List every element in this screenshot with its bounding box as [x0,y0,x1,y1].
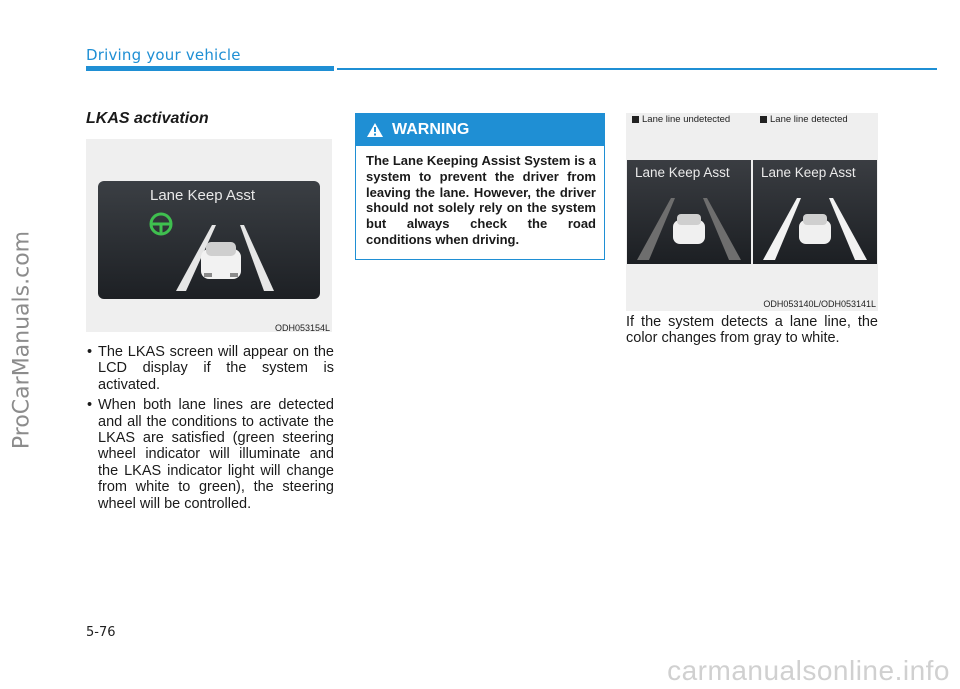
warning-title: WARNING [392,121,470,138]
caption-detected: Lane line detected [760,114,848,125]
figure-code: ODH053140L/ODH053141L [763,299,876,309]
figure-code: ODH053154L [274,323,330,333]
detection-paragraph: If the system detects a lane line, the color changes from gray to white. [626,314,878,347]
lkas-illustration [98,181,320,299]
lkas-figure [86,139,332,332]
lkas-heading: LKAS activation [86,110,209,127]
cluster-screen [98,181,320,299]
panel-illustration [627,160,751,264]
car-icon [201,242,241,279]
list-item: • The LKAS screen will appear on the LCD display if the system is activated. [87,344,334,393]
panel-label: Lane Keep Asst [761,165,856,180]
caption-undetected: Lane line undetected [632,114,730,125]
header-rule-thick [86,66,334,71]
panel-undetected [627,160,751,264]
right-lane-line [240,225,274,291]
bullet-list [86,344,334,516]
section-title: Driving your vehicle [86,46,241,64]
list-item: • When both lane lines are detected and all the conditions to activate the LKAS are satisfied (green steering wheel indicator will illuminate and the LKAS indicator light will change from white to green), the steering wheel will be controlled. [87,397,334,512]
panel-label: Lane Keep Asst [635,165,730,180]
panel-illustration [753,160,877,264]
square-bullet-icon [760,116,767,123]
lane-detection-figure [626,113,878,311]
warning-triangle-icon [366,122,384,138]
bottom-watermark: carmanualsonline.info [667,655,950,686]
warning-body: The Lane Keeping Assist System is a system to prevent the driver from leaving the lane. However, the driver should not solely rely on the system but always check the road conditions when driving. [366,153,596,247]
panel-detected [753,160,877,264]
square-bullet-icon [632,116,639,123]
side-watermark: ProCarManuals.com [9,230,35,450]
page-number: 5-76 [86,625,116,640]
warning-header [356,114,604,146]
screen-label: Lane Keep Asst [150,187,256,204]
warning-box [355,113,605,260]
header-rule-thin [337,68,937,70]
